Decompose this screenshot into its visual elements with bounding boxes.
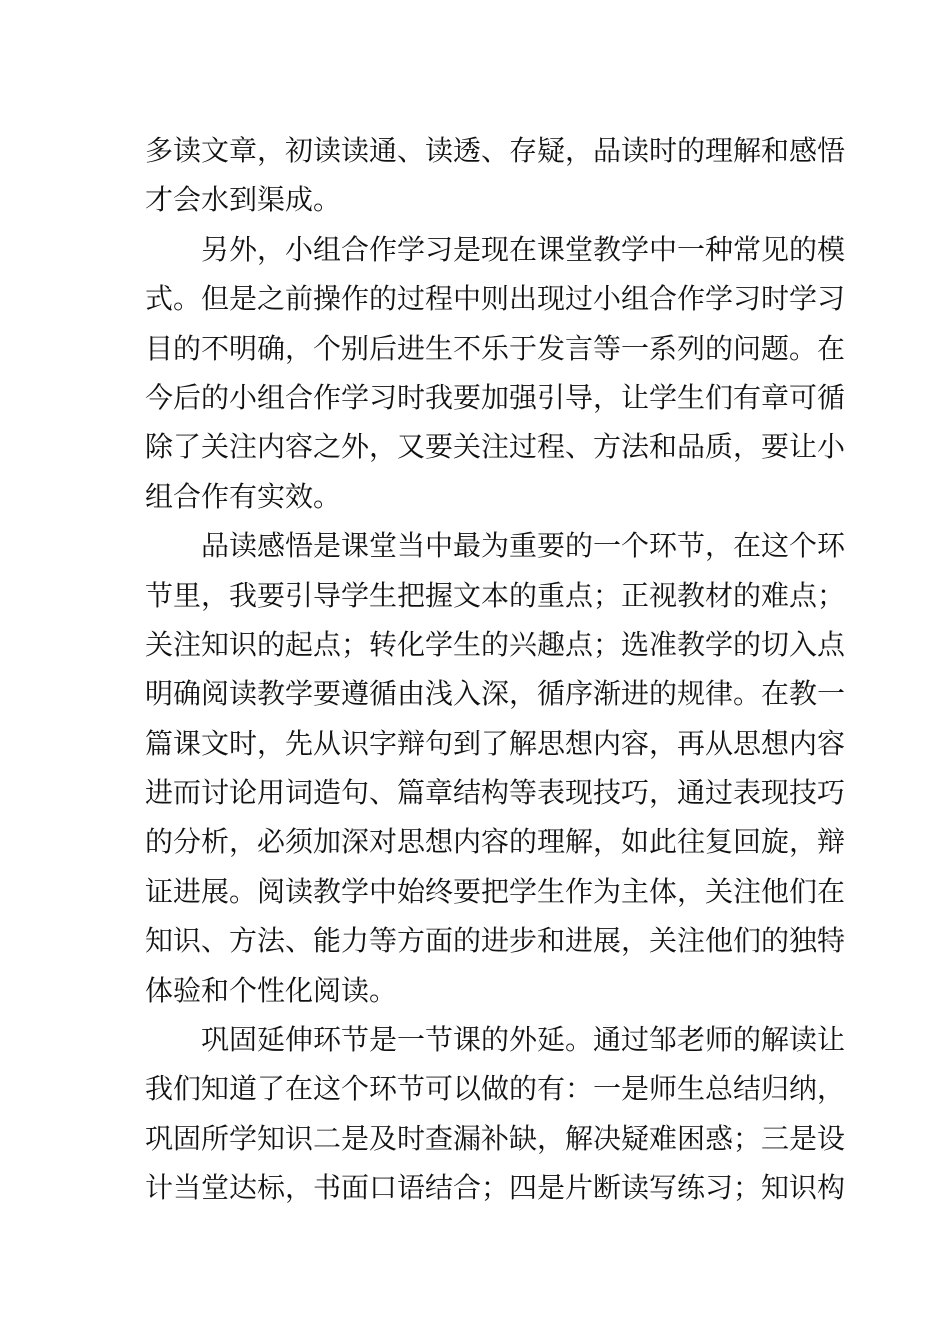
paragraph-first-line: 品读感悟是课堂当中最为重要的一个环节，在这个环 (201, 529, 846, 563)
text-line: 的分析，必须加深对思想内容的理解，如此往复回旋，辩 (145, 825, 846, 859)
text-line: 证进展。阅读教学中始终要把学生作为主体，关注他们在 (145, 874, 846, 908)
text-line: 篇课文时，先从识字辩句到了解思想内容，再从思想内容 (145, 726, 846, 760)
text-line: 今后的小组合作学习时我要加强引导，让学生们有章可循 (145, 380, 846, 414)
paragraph-first-line: 巩固延伸环节是一节课的外延。通过邹老师的解读让 (201, 1023, 846, 1057)
text-line: 巩固所学知识二是及时查漏补缺，解决疑难困惑；三是设 (145, 1121, 846, 1155)
text-line: 才会水到渠成。 (145, 183, 342, 217)
text-line: 体验和个性化阅读。 (145, 973, 398, 1007)
text-line: 目的不明确，个别后进生不乐于发言等一系列的问题。在 (145, 331, 846, 365)
text-line: 我们知道了在这个环节可以做的有：一是师生总结归纳， (145, 1072, 846, 1106)
text-line: 式。但是之前操作的过程中则出现过小组合作学习时学习 (145, 282, 846, 316)
text-line: 除了关注内容之外，又要关注过程、方法和品质，要让小 (145, 430, 846, 464)
text-line: 多读文章，初读读通、读透、存疑，品读时的理解和感悟 (145, 134, 846, 167)
text-line: 关注知识的起点；转化学生的兴趣点；选准教学的切入点 (145, 627, 846, 661)
paragraph-first-line: 另外，小组合作学习是现在课堂教学中一种常见的模 (201, 232, 846, 266)
text-line: 节里，我要引导学生把握文本的重点；正视教材的难点； (145, 578, 846, 612)
text-line: 进而讨论用词造句、篇章结构等表现技巧，通过表现技巧 (145, 776, 846, 810)
body-text (145, 126, 846, 1213)
text-line: 知识、方法、能力等方面的进步和进展，关注他们的独特 (145, 924, 846, 958)
text-line: 计当堂达标，书面口语结合；四是片断读写练习；知识构 (145, 1171, 846, 1205)
text-line: 组合作有实效。 (145, 479, 342, 513)
text-line: 明确阅读教学要遵循由浅入深，循序渐进的规律。在教一 (145, 677, 846, 711)
